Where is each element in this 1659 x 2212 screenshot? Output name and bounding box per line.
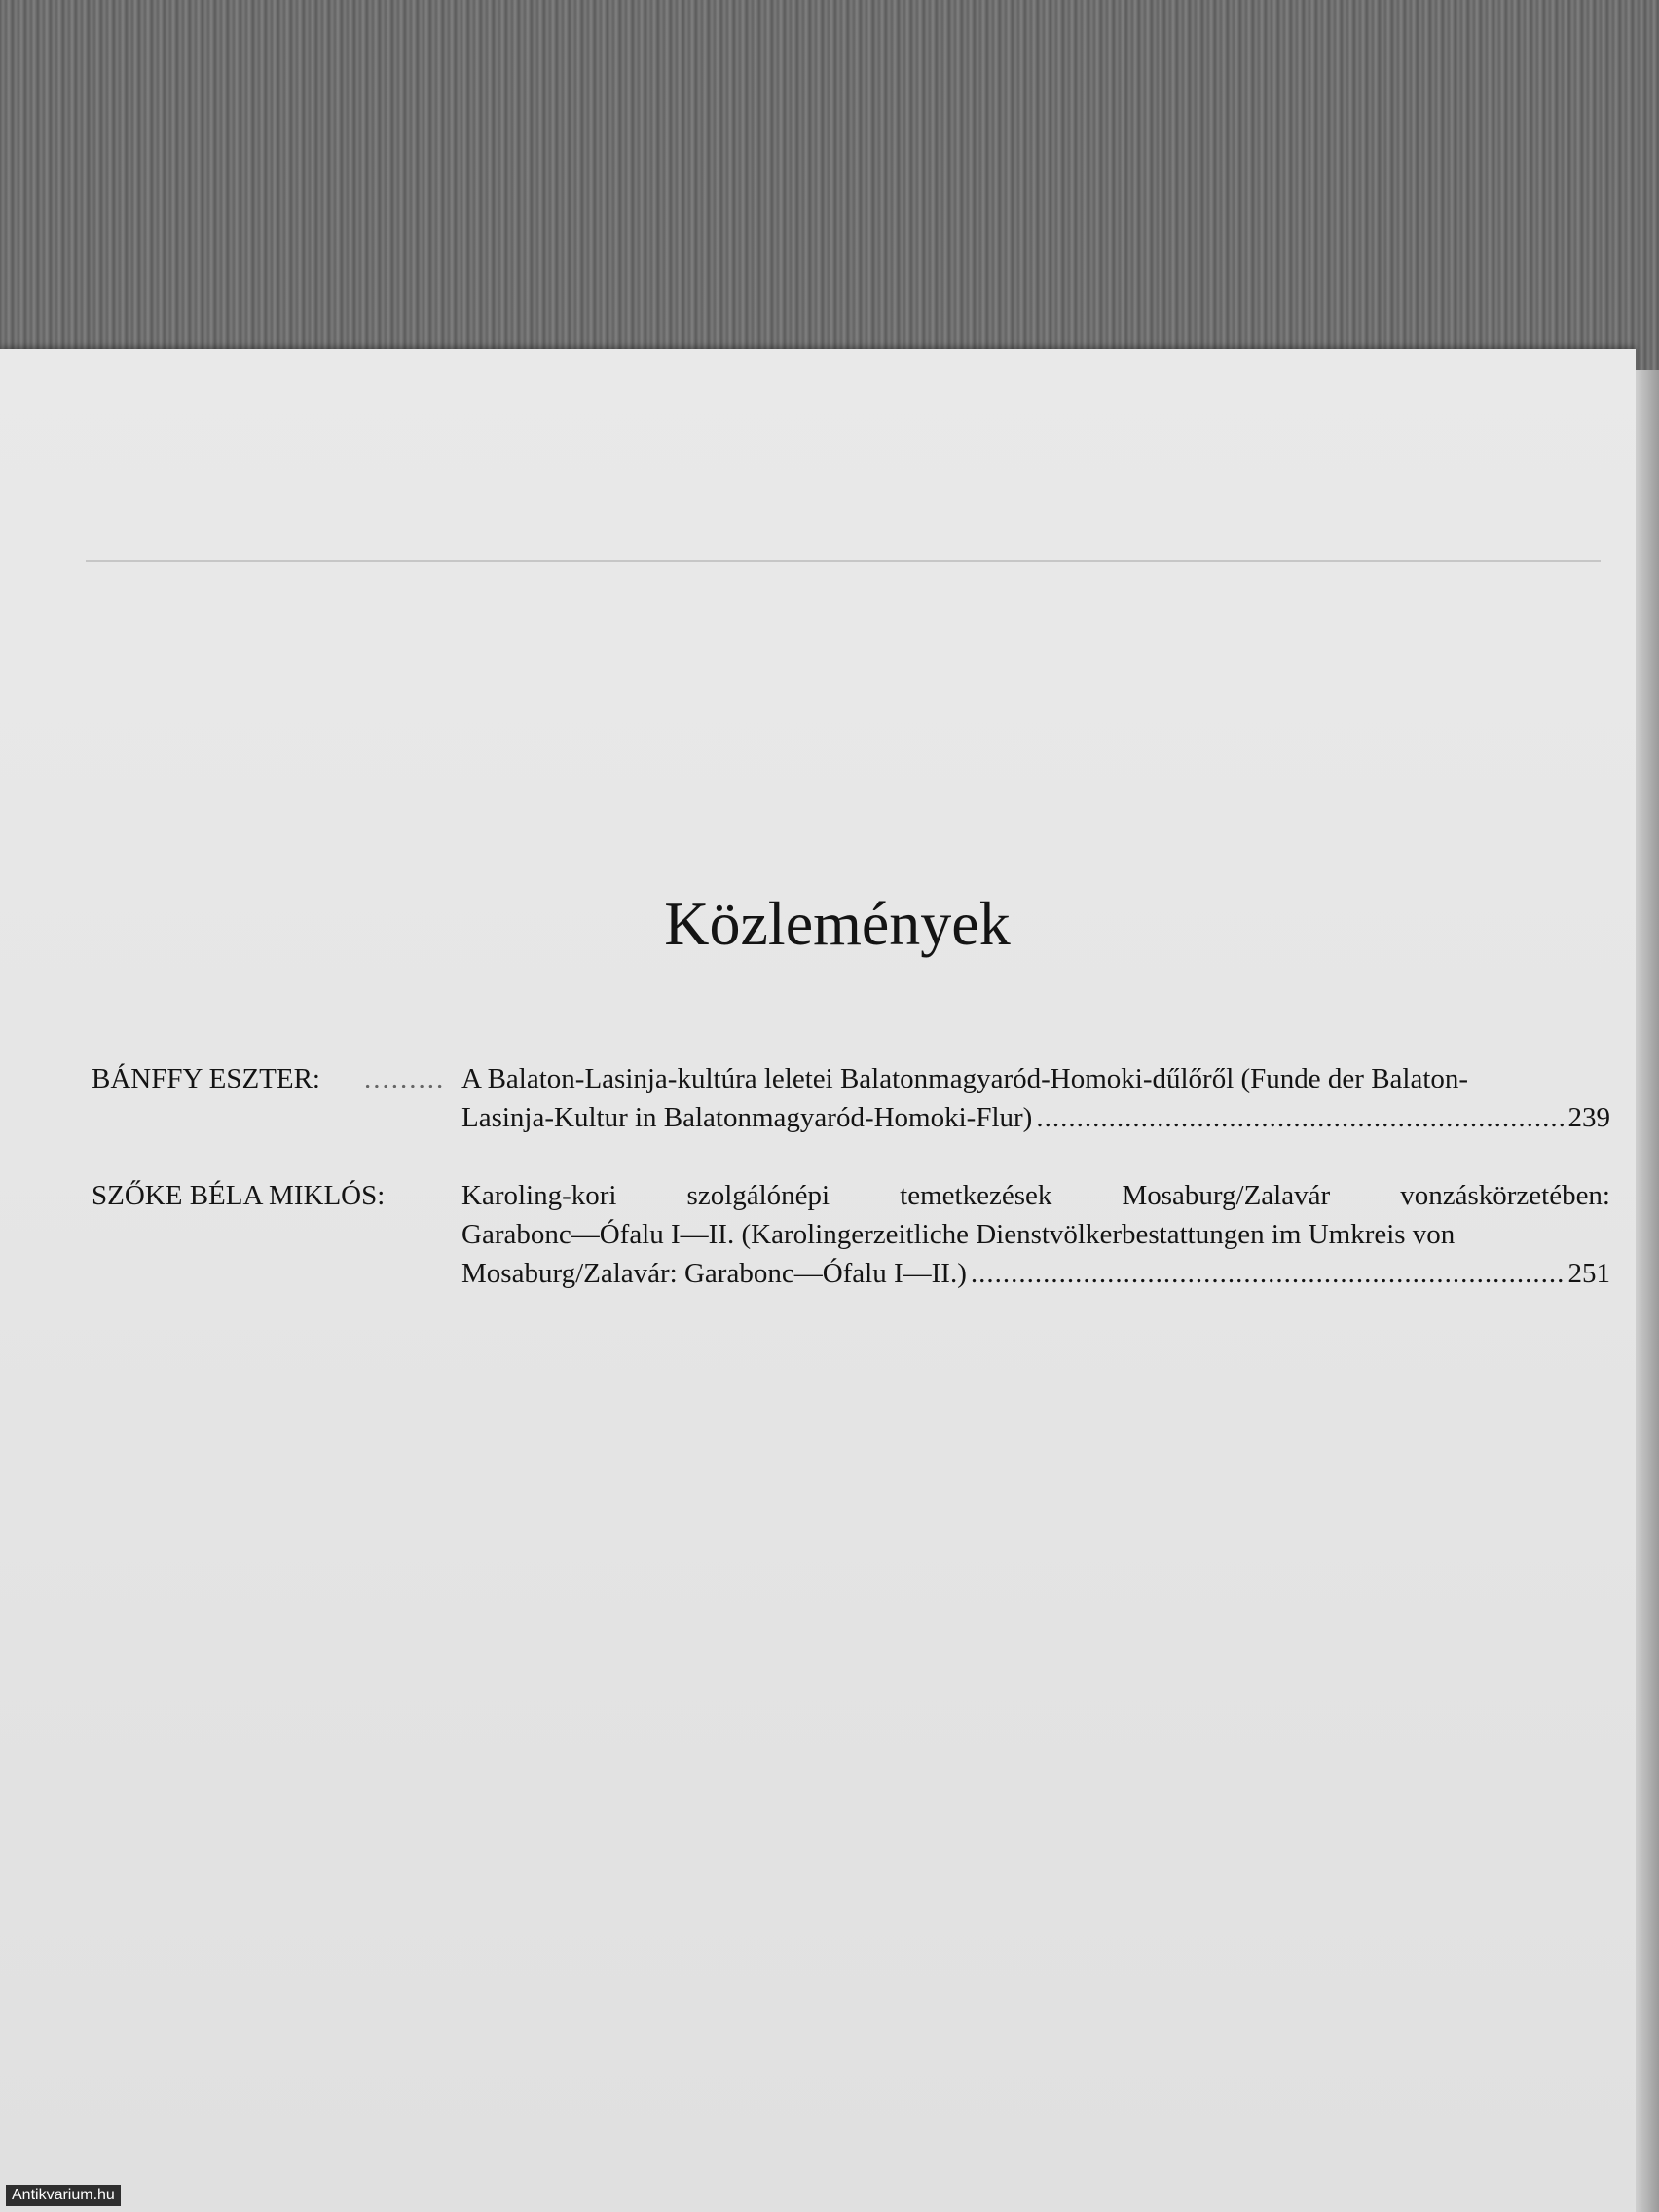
entry-title-line: Garabonc—Ófalu I—II. (Karolingerzeitliche Dienstvölkerbestattungen im Umkreis von xyxy=(461,1219,1456,1250)
entry-title-line: Karoling-kori szolgálónépi temetkezések Mosaburg/Zalavár vonzáskörzetében: xyxy=(461,1180,1610,1211)
entry-title xyxy=(461,1176,1610,1293)
entry-title-line: Mosaburg/Zalavár: Garabonc—Ófalu I—II.) xyxy=(461,1258,967,1289)
background-fabric xyxy=(0,0,1659,370)
entry-title-line: Lasinja-Kultur in Balatonmagyaród-Homoki-Flur) xyxy=(461,1102,1033,1133)
page-title: Közlemények xyxy=(664,889,1011,958)
entry-page-number: 251 xyxy=(1567,1258,1610,1289)
show-through-rule xyxy=(86,560,1601,562)
site-watermark: Antikvarium.hu xyxy=(6,2185,121,2206)
entry-author: SZŐKE BÉLA MIKLÓS: xyxy=(92,1180,386,1211)
entry-page-number: 239 xyxy=(1567,1102,1610,1133)
leader-dots xyxy=(971,1254,1565,1293)
page-edge xyxy=(1636,370,1659,2212)
leader-dots: ......... xyxy=(364,1063,446,1094)
leader-dots xyxy=(1036,1098,1564,1137)
entry-title-line: A Balaton-Lasinja-kultúra leletei Balatonmagyaród-Homoki-dűlőről (Funde der Balaton- xyxy=(461,1063,1469,1094)
entry-title-last-line xyxy=(461,1098,1610,1137)
entry-title-last-line xyxy=(461,1254,1610,1293)
entry-title xyxy=(461,1059,1610,1137)
entry-author: BÁNFFY ESZTER: xyxy=(92,1063,320,1094)
